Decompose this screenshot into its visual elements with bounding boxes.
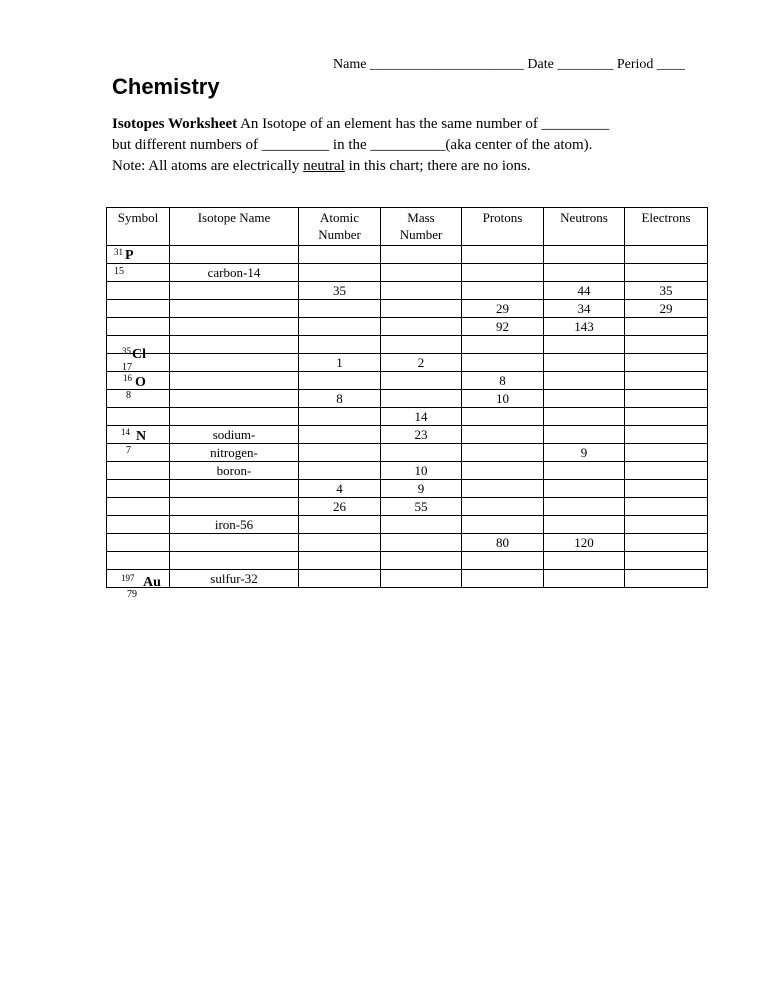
cell: 1 bbox=[299, 354, 381, 372]
cell bbox=[462, 480, 544, 498]
cell bbox=[299, 444, 381, 462]
col-header-atomic-number: Atomic Number bbox=[299, 208, 381, 246]
cell bbox=[170, 534, 299, 552]
cell bbox=[544, 264, 625, 282]
element-symbol: Au bbox=[143, 575, 161, 590]
cell bbox=[544, 498, 625, 516]
element-symbol: N bbox=[136, 429, 147, 444]
col-header-mass-number: Mass Number bbox=[381, 208, 462, 246]
cell bbox=[625, 516, 708, 534]
symbol-cell bbox=[107, 426, 170, 456]
cell bbox=[625, 498, 708, 516]
cell bbox=[625, 462, 708, 480]
cell bbox=[170, 498, 299, 516]
cell: 80 bbox=[462, 534, 544, 552]
cell: 35 bbox=[625, 282, 708, 300]
cell bbox=[625, 426, 708, 444]
cell bbox=[544, 480, 625, 498]
symbol-cell bbox=[107, 570, 170, 600]
intro-paragraph bbox=[112, 114, 712, 177]
cell bbox=[381, 264, 462, 282]
cell bbox=[107, 534, 170, 552]
cell: nitrogen- bbox=[170, 444, 299, 462]
cell bbox=[381, 318, 462, 336]
cell bbox=[544, 246, 625, 264]
cell bbox=[544, 426, 625, 444]
atomic-number-label: 79 bbox=[127, 589, 137, 600]
cell bbox=[381, 336, 462, 354]
cell bbox=[170, 336, 299, 354]
cell: 92 bbox=[462, 318, 544, 336]
table-row bbox=[107, 246, 708, 264]
cell bbox=[381, 390, 462, 408]
cell: 35 bbox=[299, 282, 381, 300]
cell bbox=[299, 516, 381, 534]
cell bbox=[170, 246, 299, 264]
cell bbox=[462, 462, 544, 480]
cell bbox=[462, 264, 544, 282]
cell: 120 bbox=[544, 534, 625, 552]
intro-line-1-text: An Isotope of an element has the same number of _________ bbox=[237, 116, 610, 132]
note-underlined: neutral bbox=[303, 158, 345, 174]
table-row bbox=[107, 408, 708, 426]
mass-number-label: 16 bbox=[123, 373, 132, 383]
cell bbox=[625, 390, 708, 408]
cell bbox=[299, 336, 381, 354]
cell bbox=[625, 354, 708, 372]
cell: 29 bbox=[462, 300, 544, 318]
cell bbox=[462, 336, 544, 354]
note-text-a: Note: All atoms are electrically bbox=[112, 158, 304, 174]
col-header-neutrons: Neutrons bbox=[544, 208, 625, 246]
cell bbox=[107, 300, 170, 318]
cell bbox=[299, 264, 381, 282]
cell bbox=[625, 336, 708, 354]
cell: boron- bbox=[170, 462, 299, 480]
cell bbox=[170, 480, 299, 498]
mass-number-label: 35 bbox=[122, 346, 131, 356]
cell: 14 bbox=[381, 408, 462, 426]
table-row bbox=[107, 372, 708, 390]
name-date-period-line: Name ______________________ Date ________ Period ____ bbox=[333, 57, 685, 72]
symbol-cell bbox=[107, 372, 170, 401]
cell bbox=[299, 570, 381, 588]
cell bbox=[170, 372, 299, 390]
cell bbox=[544, 552, 625, 570]
col-header-symbol: Symbol bbox=[107, 208, 170, 246]
cell: 34 bbox=[544, 300, 625, 318]
table-row bbox=[107, 264, 708, 282]
cell: 143 bbox=[544, 318, 625, 336]
table-row bbox=[107, 390, 708, 408]
cell bbox=[381, 372, 462, 390]
element-symbol: O bbox=[135, 375, 146, 390]
cell bbox=[544, 336, 625, 354]
cell: 8 bbox=[299, 390, 381, 408]
cell: 10 bbox=[381, 462, 462, 480]
cell bbox=[462, 444, 544, 462]
table-row bbox=[107, 480, 708, 498]
table-header-row bbox=[107, 208, 708, 246]
cell bbox=[381, 282, 462, 300]
worksheet-heading: Isotopes Worksheet bbox=[112, 116, 238, 132]
atomic-number-label: 17 bbox=[122, 362, 132, 373]
cell bbox=[299, 246, 381, 264]
cell: iron-56 bbox=[170, 516, 299, 534]
mass-number-label: 197 bbox=[121, 573, 135, 583]
cell bbox=[544, 570, 625, 588]
element-symbol: Cl bbox=[132, 347, 146, 362]
table-row bbox=[107, 354, 708, 372]
cell bbox=[299, 408, 381, 426]
table-row bbox=[107, 516, 708, 534]
cell bbox=[107, 444, 170, 462]
cell bbox=[462, 354, 544, 372]
intro-line-2: but different numbers of _________ in the __________(aka center of the atom). bbox=[112, 137, 593, 153]
cell bbox=[299, 300, 381, 318]
atomic-number-label: 8 bbox=[126, 390, 131, 401]
element-symbol: P bbox=[125, 248, 134, 263]
note-text-b: in this chart; there are no ions. bbox=[344, 158, 531, 174]
table-row bbox=[107, 282, 708, 300]
cell bbox=[107, 408, 170, 426]
cell bbox=[625, 480, 708, 498]
cell bbox=[170, 552, 299, 570]
cell: 29 bbox=[625, 300, 708, 318]
table-row bbox=[107, 426, 708, 444]
cell: sodium- bbox=[170, 426, 299, 444]
cell bbox=[107, 390, 170, 408]
cell bbox=[381, 300, 462, 318]
symbol-cell bbox=[107, 246, 170, 277]
table-row bbox=[107, 570, 708, 588]
symbol-cell bbox=[107, 336, 170, 373]
atomic-number-label: 15 bbox=[114, 266, 124, 277]
page-title: Chemistry bbox=[112, 74, 220, 99]
cell bbox=[170, 282, 299, 300]
table-row bbox=[107, 534, 708, 552]
cell: 9 bbox=[381, 480, 462, 498]
cell bbox=[462, 516, 544, 534]
cell bbox=[170, 408, 299, 426]
mass-number-label: 31 bbox=[114, 247, 123, 257]
cell bbox=[625, 246, 708, 264]
cell bbox=[381, 246, 462, 264]
cell: 26 bbox=[299, 498, 381, 516]
cell bbox=[107, 480, 170, 498]
cell bbox=[625, 264, 708, 282]
cell bbox=[625, 552, 708, 570]
cell bbox=[462, 498, 544, 516]
cell: carbon-14 bbox=[170, 264, 299, 282]
cell: 9 bbox=[544, 444, 625, 462]
cell bbox=[544, 516, 625, 534]
cell bbox=[107, 498, 170, 516]
cell bbox=[107, 462, 170, 480]
cell bbox=[381, 570, 462, 588]
cell bbox=[381, 552, 462, 570]
cell bbox=[170, 354, 299, 372]
cell bbox=[170, 318, 299, 336]
cell bbox=[625, 444, 708, 462]
cell bbox=[299, 534, 381, 552]
cell bbox=[544, 372, 625, 390]
cell bbox=[625, 408, 708, 426]
cell bbox=[381, 534, 462, 552]
cell: 8 bbox=[462, 372, 544, 390]
cell bbox=[381, 444, 462, 462]
cell: 44 bbox=[544, 282, 625, 300]
cell: 4 bbox=[299, 480, 381, 498]
cell bbox=[462, 408, 544, 426]
cell bbox=[107, 282, 170, 300]
cell bbox=[544, 390, 625, 408]
cell: sulfur-32 bbox=[170, 570, 299, 588]
cell bbox=[299, 462, 381, 480]
cell: 55 bbox=[381, 498, 462, 516]
cell bbox=[544, 408, 625, 426]
cell bbox=[462, 552, 544, 570]
col-header-isotope-name: Isotope Name bbox=[170, 208, 299, 246]
cell bbox=[462, 570, 544, 588]
intro-line-3 bbox=[112, 156, 712, 177]
table-row bbox=[107, 498, 708, 516]
cell bbox=[107, 318, 170, 336]
col-header-electrons: Electrons bbox=[625, 208, 708, 246]
cell bbox=[299, 318, 381, 336]
cell: 10 bbox=[462, 390, 544, 408]
cell bbox=[462, 426, 544, 444]
cell bbox=[107, 354, 170, 372]
cell bbox=[107, 264, 170, 282]
mass-number-label: 14 bbox=[121, 427, 130, 437]
cell bbox=[299, 372, 381, 390]
cell bbox=[625, 318, 708, 336]
cell bbox=[107, 516, 170, 534]
intro-line-1 bbox=[112, 114, 712, 135]
cell bbox=[625, 570, 708, 588]
cell bbox=[544, 354, 625, 372]
cell bbox=[625, 534, 708, 552]
cell bbox=[462, 246, 544, 264]
cell bbox=[170, 300, 299, 318]
isotopes-table bbox=[106, 207, 708, 600]
table-row bbox=[107, 462, 708, 480]
cell bbox=[544, 462, 625, 480]
cell: 2 bbox=[381, 354, 462, 372]
col-header-protons: Protons bbox=[462, 208, 544, 246]
atomic-number-label: 7 bbox=[126, 445, 131, 456]
cell: 23 bbox=[381, 426, 462, 444]
cell bbox=[299, 552, 381, 570]
cell bbox=[381, 516, 462, 534]
table-row bbox=[107, 318, 708, 336]
cell bbox=[625, 372, 708, 390]
table-row bbox=[107, 552, 708, 570]
table-row bbox=[107, 444, 708, 462]
cell bbox=[462, 282, 544, 300]
cell bbox=[107, 552, 170, 570]
table-row bbox=[107, 336, 708, 354]
table-row bbox=[107, 300, 708, 318]
cell bbox=[170, 390, 299, 408]
cell bbox=[299, 426, 381, 444]
